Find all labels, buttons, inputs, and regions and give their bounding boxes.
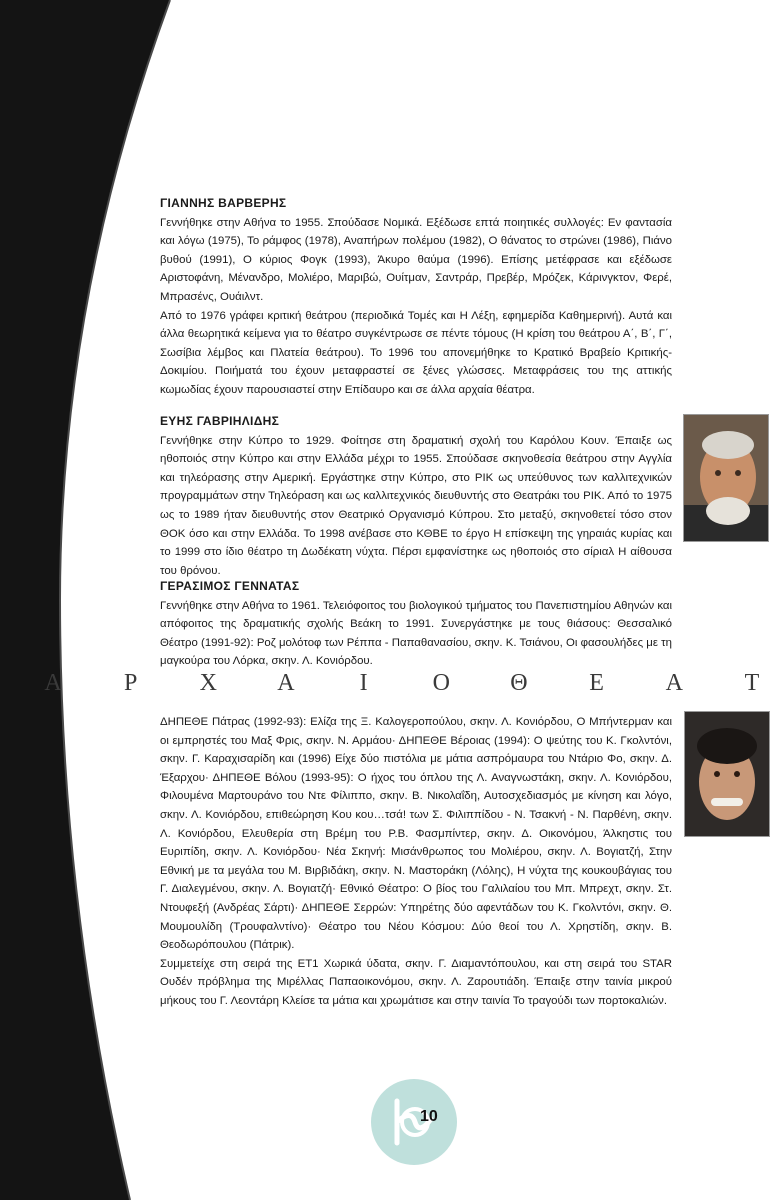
banner-letter: Θ: [510, 669, 528, 696]
banner-title: [30, 668, 775, 698]
bio-paragraph: Γεννήθηκε στην Κύπρο το 1929. Φοίτησε στη δραματική σχολή του Καρόλου Κουν. Έπαιξε ως ηθοποιός στην Κύπρο και στην Ελλάδα μέχρι το 1955. Σπούδασε σκηνοθεσία θεάτρου στην Αγγλία και τηλεόρασης στην Αμερική. Εργάστηκε στην Κύπρο, στο ΡΙΚ ως υπεύθυνος των καλλιτεχνικών προγραμμάτων στην Τηλεόραση και ως καλλιτεχνικός διευθυντής στο Θεατράκι του ΡΙΚ. Από το 1975 ως το 1989 ήταν διευθυντής στον Θεατρικό Οργανισμό Κύπρου. Στο μεταξύ, σκηνοθετεί τόσο στον ΘΟΚ όσο και στην Ελλάδα. Το 1998 ανέβασε στο ΚΘΒΕ το έργο Η επίσκεψη της γηραιάς κυρίας και το 1999 στο ίδιο θέατρο τη Δωδέκατη νύχτα. Πέρσι εμφανίστηκε ως ηθοποιός στο σίριαλ Η αίθουσα του θρόνου.: [160, 434, 672, 577]
bio-text: [160, 713, 672, 1011]
bio-name: ΓΙΑΝΝΗΣ ΒΑΡΒΕΡΗΣ: [160, 196, 287, 210]
bio-gennatas: [160, 577, 672, 671]
bio-name: ΓΕΡΑΣΙΜΟΣ ΓΕΝΝΑΤΑΣ: [160, 579, 300, 593]
banner-letter: Ο: [432, 669, 450, 696]
bio-text: [160, 432, 672, 581]
bio-text: [160, 597, 672, 671]
bio-text: [160, 214, 672, 400]
banner-letter: Ρ: [123, 669, 138, 696]
bio-gennatas-continued: [160, 713, 672, 1011]
bio-paragraph: Από το 1976 γράφει κριτική θεάτρου (περιοδικά Τομές και Η Λέξη, εφημερίδα Καθημερινή). Αυτά και άλλα θεωρητικά κείμενα για το θέατρο συγκέντρωσε σε πέντε τόμους (Η κρίση του θεάτρου Α΄, Β΄, Γ΄, Σωσίβια λέμβος και Πλατεία θεάτρου). Το 1996 του απονεμήθηκε το Κρατικό Βραβείο Κριτικής-Δοκιμίου. Ποιήματά του έχουν μεταφραστεί σε ξένες γλώσσες. Μεταφράσεις του της αττικής κωμωδίας έχουν παρουσιαστεί στην Επίδαυρο και σε άλλα αρχαία θέατρα.: [160, 309, 672, 396]
bio-paragraph: Γεννήθηκε στην Αθήνα το 1955. Σπούδασε Νομικά. Εξέδωσε επτά ποιητικές συλλογές: Εν φαντασία και λόγω (1975), Το ράμφος (1978), Αναπήρων πολέμου (1982), Ο θάνατος το στρώνει (1986), Πιάνο βυθού (1991), Ο κύριος Φογκ (1993), Άκυρο θαύμα (1996). Επίσης μετέφρασε και εξέδωσε Αριστοφάνη, Μένανδρο, Μολιέρο, Μαριβώ, Ουίτμαν, Σαντράρ, Πρεβέρ, Μρόζεκ, Κάρινγκτον, Φερέ, Μπρασένς, Ουάιλντ.: [160, 216, 672, 303]
bio-paragraph: ΔΗΠΕΘΕ Πάτρας (1992-93): Ελίζα της Ξ. Καλογεροπούλου, σκην. Λ. Κονιόρδου, Ο Μπήντερμαν και οι εμπρηστές του Μαξ Φρις, σκην. Ν. Αρμάου· ΔΗΠΕΘΕ Βέροιας (1994): Ο ψεύτης του Κ. Γκολντόνι, σκην. Γ. Καραχισαρίδη και (1996) Είχε δύο πιστόλια με μάτια ασπρόμαυρα του Ντάριο Φο, σκην. Δ. Έξαρχου· ΔΗΠΕΘΕ Βόλου (1993-95): Ο ήχος του όπλου της Λ. Αναγνωστάκη, σκην. Λ. Κονιόρδου, Φιλουμένα Μαρτουράνο του Ντε Φίλιππο, σκην. Β. Νικολαΐδη, Αυτοσχεδιασμός με κίνηση και λόγο, σκην. Λ. Κονιόρδου, επιθεώρηση Κου κου…τσά! των Σ. Φιλιππίδου - Ν. Τσακνή - Ν. Παρθένη, σκην. Λ. Κονιόρδου, Ελευθερία στη Βρέμη του Ρ.Β. Φασμπίντερ, σκην. Δ. Οικονόμου, Άλκηστις του Ευριπίδη, σκην. Λ. Κονιόρδου· Νέα Σκηνή: Μισάνθρωπος του Μολιέρου, σκην. Λ. Βογιατζή, Στην Εθνική με τα μεγάλα του Μ. Βιρβιδάκη, σκην. Ν. Μαστοράκη (Λόλης), Η νύχτα της κουκουβάγιας του Γ. Διαλεγμένου, σκην. Λ. Βογιατζή· Εθνικό Θέατρο: Ο βίος του Γαλιλαίου του Μπ. Μπρεχτ, σκην. Στ. Ντουφεξή (Ανδρέας Σάρτι)· ΔΗΠΕΘΕ Σερρών: Υπηρέτης δύο αφεντάδων του Κ. Γκολντόνι, σκην. Θ. Μουμουλίδη (Τρουφαλντίνο)· Θέατρο του Νέου Κόσμου: Δύο θεοί του Λ. Χρηστίδη, σκην. Β. Θεοδωρόπουλου (Πάτρικ).: [160, 716, 672, 952]
bio-name: ΕΥΗΣ ΓΑΒΡΙΗΛΙΔΗΣ: [160, 414, 280, 428]
banner-letter: Ε: [589, 669, 604, 696]
bio-gavrielidis: [160, 412, 672, 580]
banner-letter: Ι: [359, 669, 368, 696]
bio-paragraph: Συμμετείχε στη σειρά της ΕΤ1 Χωρικά ύδατα, σκην. Γ. Διαμαντόπουλου, και στη σειρά του STAR Ουδέν πρόβλημα της Μιρέλλας Παπαοικονόμου, σκην. Λ. Ζαρουτιάδη. Έπαιξε στην ταινία μικρού μήκους του Γ. Λεοντάρη Κλείσε τα μάτια και χρωμάτισε και στην ταινία Το τραγούδι των πορτοκαλιών.: [160, 957, 672, 1007]
bio-paragraph: Γεννήθηκε στην Αθήνα το 1961. Τελειόφοιτος του βιολογικού τμήματος του Πανεπιστημίου Αθηνών και απόφοιτος της δραματικής σχολής Βεάκη το 1991. Συνεργάστηκε με τους θιάσους: Θεσσαλικό Θέατρο (1991-92): Ροζ μολότοφ των Ρέππα - Παπαθανασίου, σκην. Κ. Τσιάνου, Οι φασουλήδες με τη μαγκούρα του Λόρκα, σκην. Λ. Κονιόρδου.: [160, 599, 672, 668]
banner-letter: Τ: [744, 669, 760, 696]
publisher-logo-badge: [371, 1079, 457, 1165]
banner-letter: Α: [277, 669, 295, 696]
banner-letter: Α: [44, 669, 62, 696]
banner-letter: Α: [665, 669, 683, 696]
banner-letter: Χ: [199, 669, 217, 696]
page-number: 10: [420, 1108, 438, 1125]
portrait-photo: [683, 414, 769, 542]
bio-varveris: [160, 194, 672, 400]
portrait-photo: [684, 711, 770, 837]
